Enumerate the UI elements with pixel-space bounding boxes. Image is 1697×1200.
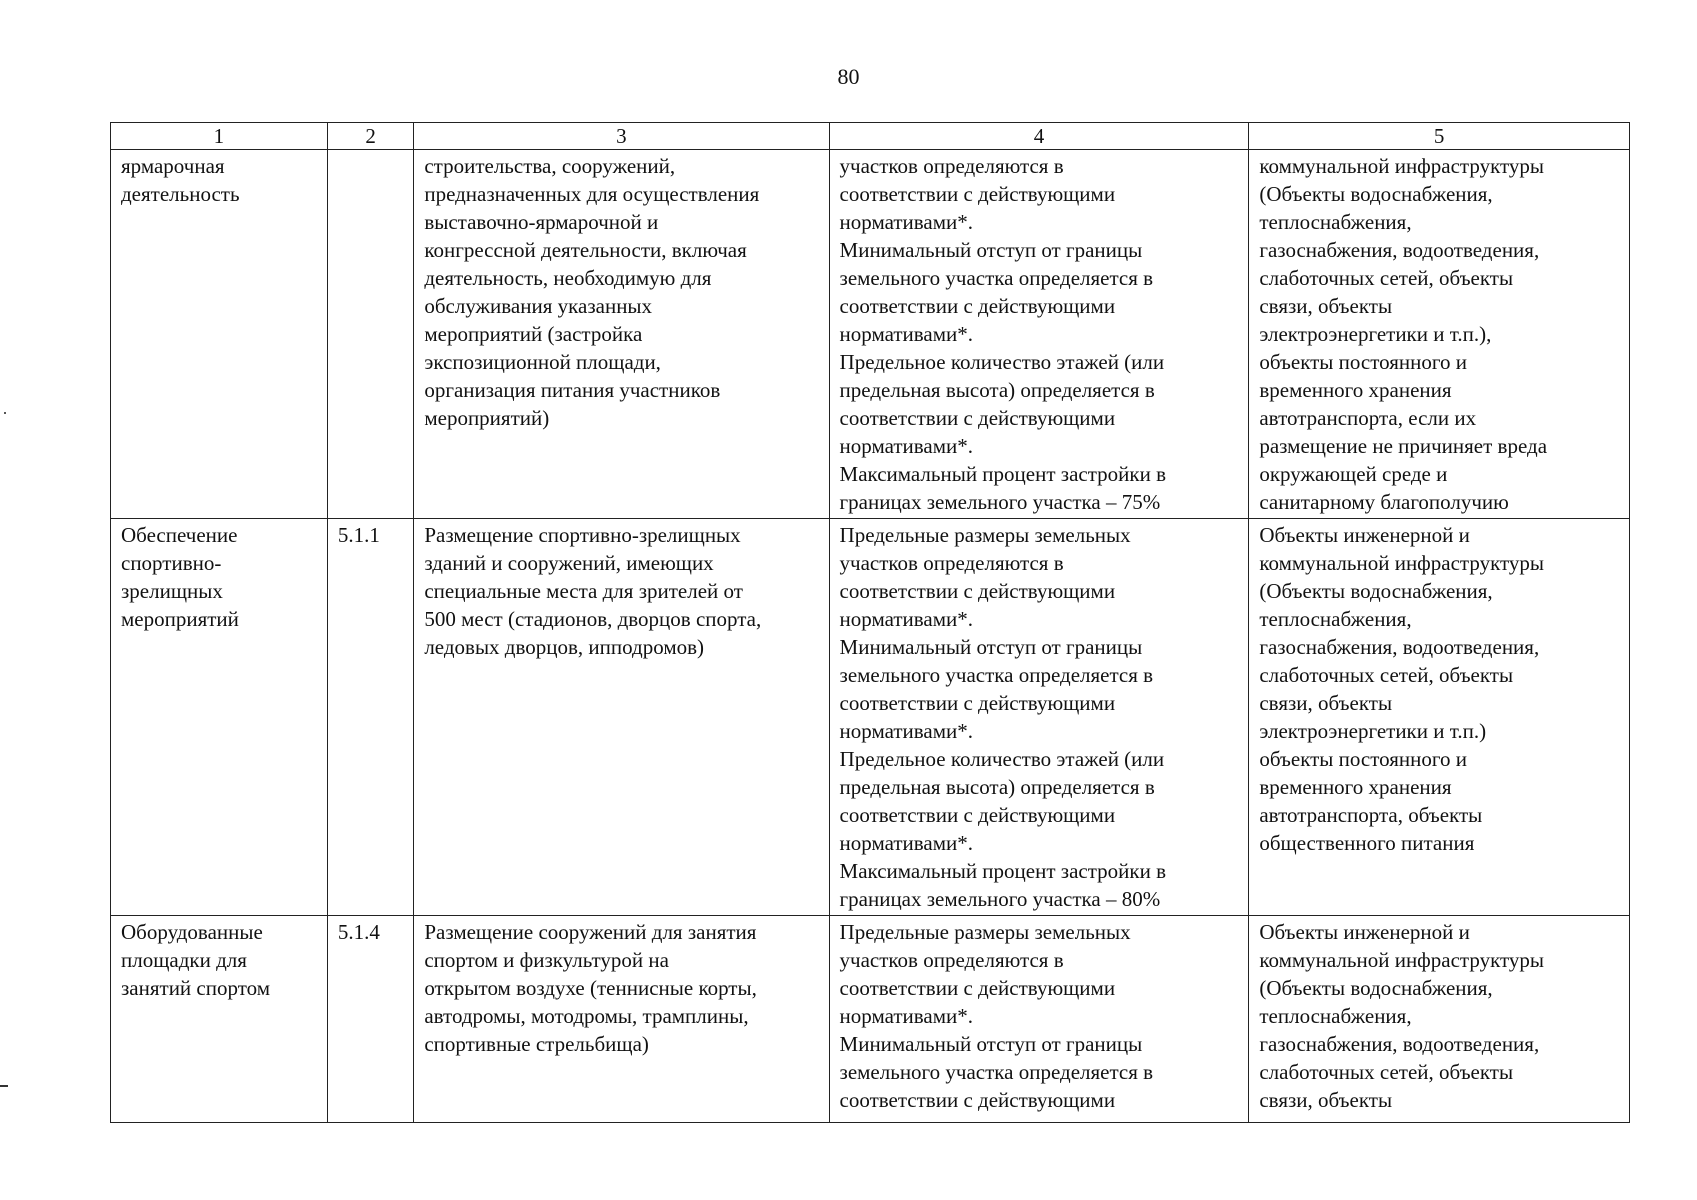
use-type-name: ярмарочная деятельность xyxy=(111,150,328,519)
page-number: 80 xyxy=(837,64,860,89)
auxiliary-uses: коммунальной инфраструктуры (Объекты водоснабжения, теплоснабжения, газоснабжения, водоотведения, слаботочных сетей, объекты связи, объекты электроэнергетики и т.п.), объекты постоянного и временного хранения автотранспорта, если их размещение не причиняет вреда окружающей среде и санитарному благополучию xyxy=(1249,150,1630,519)
scan-artifact-dot xyxy=(4,412,6,414)
use-type-code: 5.1.4 xyxy=(327,916,414,1123)
land-use-table xyxy=(110,122,1630,1123)
use-type-code: 5.1.1 xyxy=(327,519,414,916)
use-type-code xyxy=(327,150,414,519)
table-row xyxy=(111,519,1630,916)
use-type-description: строительства, сооружений, предназначенных для осуществления выставочно-ярмарочной и конгрессной деятельности, включая деятельность, необходимую для обслуживания указанных мероприятий (застройка экспозиционной площади, организация питания участников мероприятий) xyxy=(414,150,829,519)
auxiliary-uses: Объекты инженерной и коммунальной инфраструктуры (Объекты водоснабжения, теплоснабжения, газоснабжения, водоотведения, слаботочных сетей, объекты связи, объекты электроэнергетики и т.п.) объекты постоянного и временного хранения автотранспорта, объекты общественного питания xyxy=(1249,519,1630,916)
column-header-1: 1 xyxy=(111,123,328,150)
scan-artifact-dash xyxy=(0,1085,8,1087)
use-type-name: Обеспечение спортивно- зрелищных мероприятий xyxy=(111,519,328,916)
column-header-4: 4 xyxy=(829,123,1249,150)
table-header-row xyxy=(111,123,1630,150)
column-header-5: 5 xyxy=(1249,123,1630,150)
auxiliary-uses: Объекты инженерной и коммунальной инфраструктуры (Объекты водоснабжения, теплоснабжения, газоснабжения, водоотведения, слаботочных сетей, объекты связи, объекты xyxy=(1249,916,1630,1123)
use-type-description: Размещение сооружений для занятия спортом и физкультурой на открытом воздухе (теннисные корты, автодромы, мотодромы, трамплины, спортивные стрельбища) xyxy=(414,916,829,1123)
column-header-3: 3 xyxy=(414,123,829,150)
building-parameters: Предельные размеры земельных участков определяются в соответствии с действующими нормативами*. Минимальный отступ от границы земельного участка определяется в соответствии с действующими нормативами*. Предельное количество этажей (или предельная высота) определяется в соответствии с действующими нормативами*. Максимальный процент застройки в границах земельного участка – 80% xyxy=(829,519,1249,916)
use-type-name: Оборудованные площадки для занятий спортом xyxy=(111,916,328,1123)
table-row xyxy=(111,916,1630,1123)
column-header-2: 2 xyxy=(327,123,414,150)
table-row xyxy=(111,150,1630,519)
building-parameters: участков определяются в соответствии с действующими нормативами*. Минимальный отступ от границы земельного участка определяется в соответствии с действующими нормативами*. Предельное количество этажей (или предельная высота) определяется в соответствии с действующими нормативами*. Максимальный процент застройки в границах земельного участка – 75% xyxy=(829,150,1249,519)
use-type-description: Размещение спортивно-зрелищных зданий и сооружений, имеющих специальные места для зрителей от 500 мест (стадионов, дворцов спорта, ледовых дворцов, ипподромов) xyxy=(414,519,829,916)
building-parameters: Предельные размеры земельных участков определяются в соответствии с действующими нормативами*. Минимальный отступ от границы земельного участка определяется в соответствии с действующими xyxy=(829,916,1249,1123)
